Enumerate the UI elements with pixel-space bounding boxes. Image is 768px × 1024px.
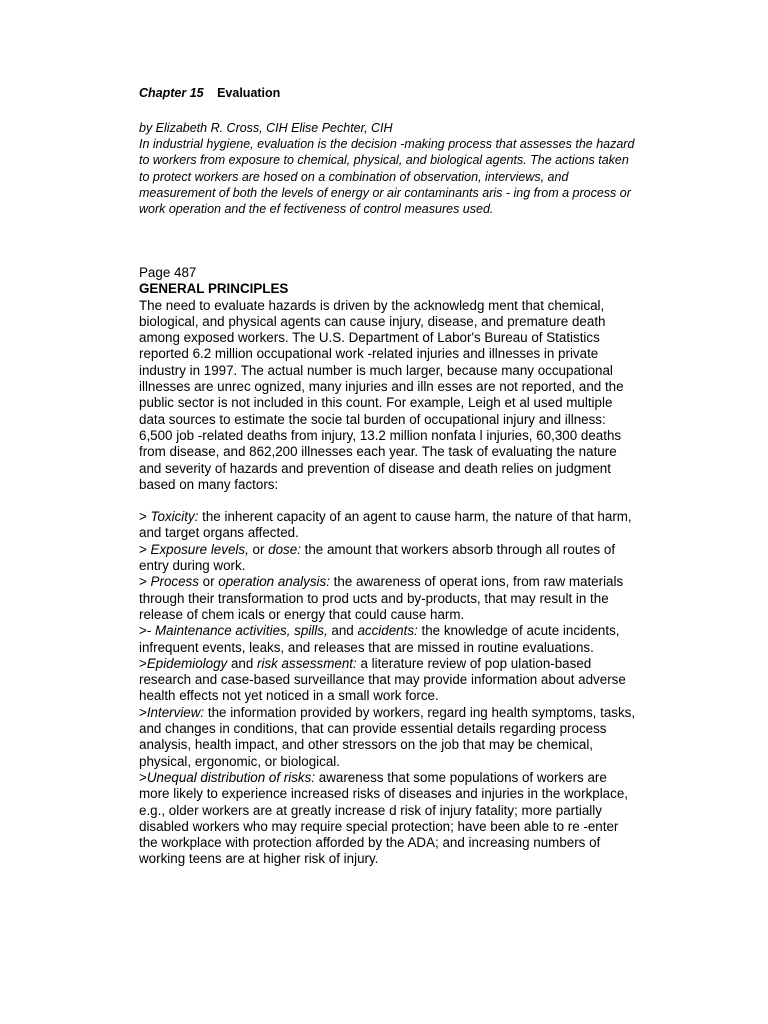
bullet-term: risk assessment:	[257, 655, 357, 671]
main-text	[139, 265, 639, 868]
bullet-text: and	[327, 623, 358, 639]
chapter-title: Evaluation	[217, 86, 281, 100]
bullet-term: Maintenance activities, spills,	[155, 623, 328, 639]
bullet-interview	[139, 705, 639, 770]
bullet-text: and	[227, 655, 258, 671]
bullet-text: a literature review of pop ulation-based research and case-based surveillance that may provide information about adverse health effects not yet noticed in a small work force.	[139, 655, 626, 704]
bullet-text: or	[248, 541, 269, 557]
bullet-term: Unequal distribution of risks:	[146, 769, 316, 785]
bullet-marker: >-	[139, 623, 155, 639]
chapter-intro	[139, 120, 639, 217]
bullet-text: the knowledge of acute incidents, infrequent events, leaks, and releases that are missed in routine evaluations.	[139, 623, 620, 655]
bullet-marker: >	[139, 655, 147, 671]
bullet-term: accidents:	[357, 623, 418, 639]
abstract-paragraph: In industrial hygiene, evaluation is the decision -making process that assesses the hazard to workers from exposure to chemical, physical, and biological agents. The actions taken to protect workers are hosed on a combination of observation, interviews, and measurement of both the levels of energy or air contaminants aris - ing from a process or work operation and the ef fectiveness of control measures used.	[139, 137, 635, 217]
authors-line: by Elizabeth R. Cross, CIH Elise Pechter, CIH	[139, 121, 393, 135]
bullet-term: dose:	[268, 541, 301, 557]
bullet-text: or	[198, 574, 219, 590]
bullet-term: Toxicity:	[150, 509, 199, 525]
bullet-text: awareness that some populations of workers are more likely to experience increased risks of diseases and injuries in the workplace, e.g., older workers are at greatly increase d risk of injury fatality; more partially disabled workers who may require special protection; have been able to re -enter the workplace with protection afforded by the ADA; and increasing numbers of working teens are at higher risk of injury.	[139, 769, 628, 867]
bullet-marker: >	[139, 769, 147, 785]
body-paragraph: The need to evaluate hazards is driven by the acknowledg ment that chemical, biological, and physical agents can cause injury, disease, and premature death among exposed workers. The U.S. Department of Labor's Bureau of Statistics reported 6.2 million occupational work -related injuries and illnesses in private industry in 1997. The actual number is much larger, because many occupational illnesses are unrec ognized, many injuries and illn esses are not reported, and the public sector is not included in this count. For example, Leigh et al used multiple data sources to estimate the socie tal burden of occupational injury and illness: 6,500 job -related deaths from injury, 13.2 million nonfata l injuries, 60,300 deaths from disease, and 862,200 illnesses each year. The task of evaluating the nature and severity of hazards and prevention of disease and death relies on judgment based on many factors:	[139, 297, 624, 492]
bullet-marker: >	[139, 704, 147, 720]
bullet-text: the information provided by workers, regard ing health symptoms, tasks, and changes in conditions, that can provide essential details regarding process analysis, health impact, and other stressors on the job that may be chemical, physical, ergonomic, or biological.	[139, 704, 636, 769]
chapter-heading	[139, 86, 280, 100]
bullet-term: operation analysis:	[218, 574, 330, 590]
bullet-epidemiology	[139, 656, 639, 705]
bullet-term: Process	[150, 574, 199, 590]
bullet-term: Exposure levels,	[150, 541, 249, 557]
bullet-marker: >	[139, 509, 151, 525]
bullet-text: the amount that workers absorb through all routes of entry during work.	[139, 541, 616, 574]
bullet-text: the awareness of operat ions, from raw materials through their transformation to prod ucts and by-products, that may result in the release of chem icals or energy that could cause harm.	[139, 574, 624, 622]
bullet-text: the inherent capacity of an agent to cause harm, the nature of that harm, and target organs affected.	[139, 509, 632, 541]
bullet-term: Interview:	[146, 704, 205, 720]
paragraph-spacer	[139, 493, 639, 509]
chapter-number: Chapter 15	[139, 86, 204, 100]
bullet-exposure-levels	[139, 542, 639, 575]
bullet-toxicity	[139, 509, 639, 542]
page-reference: Page 487	[139, 265, 197, 280]
bullet-marker: >	[139, 574, 151, 590]
bullet-term: Epidemiology	[146, 655, 228, 671]
section-heading: GENERAL PRINCIPLES	[139, 281, 289, 297]
bullet-marker: >	[139, 541, 151, 557]
bullet-maintenance	[139, 623, 639, 656]
bullet-process-analysis	[139, 574, 639, 623]
bullet-unequal-risks	[139, 770, 639, 868]
